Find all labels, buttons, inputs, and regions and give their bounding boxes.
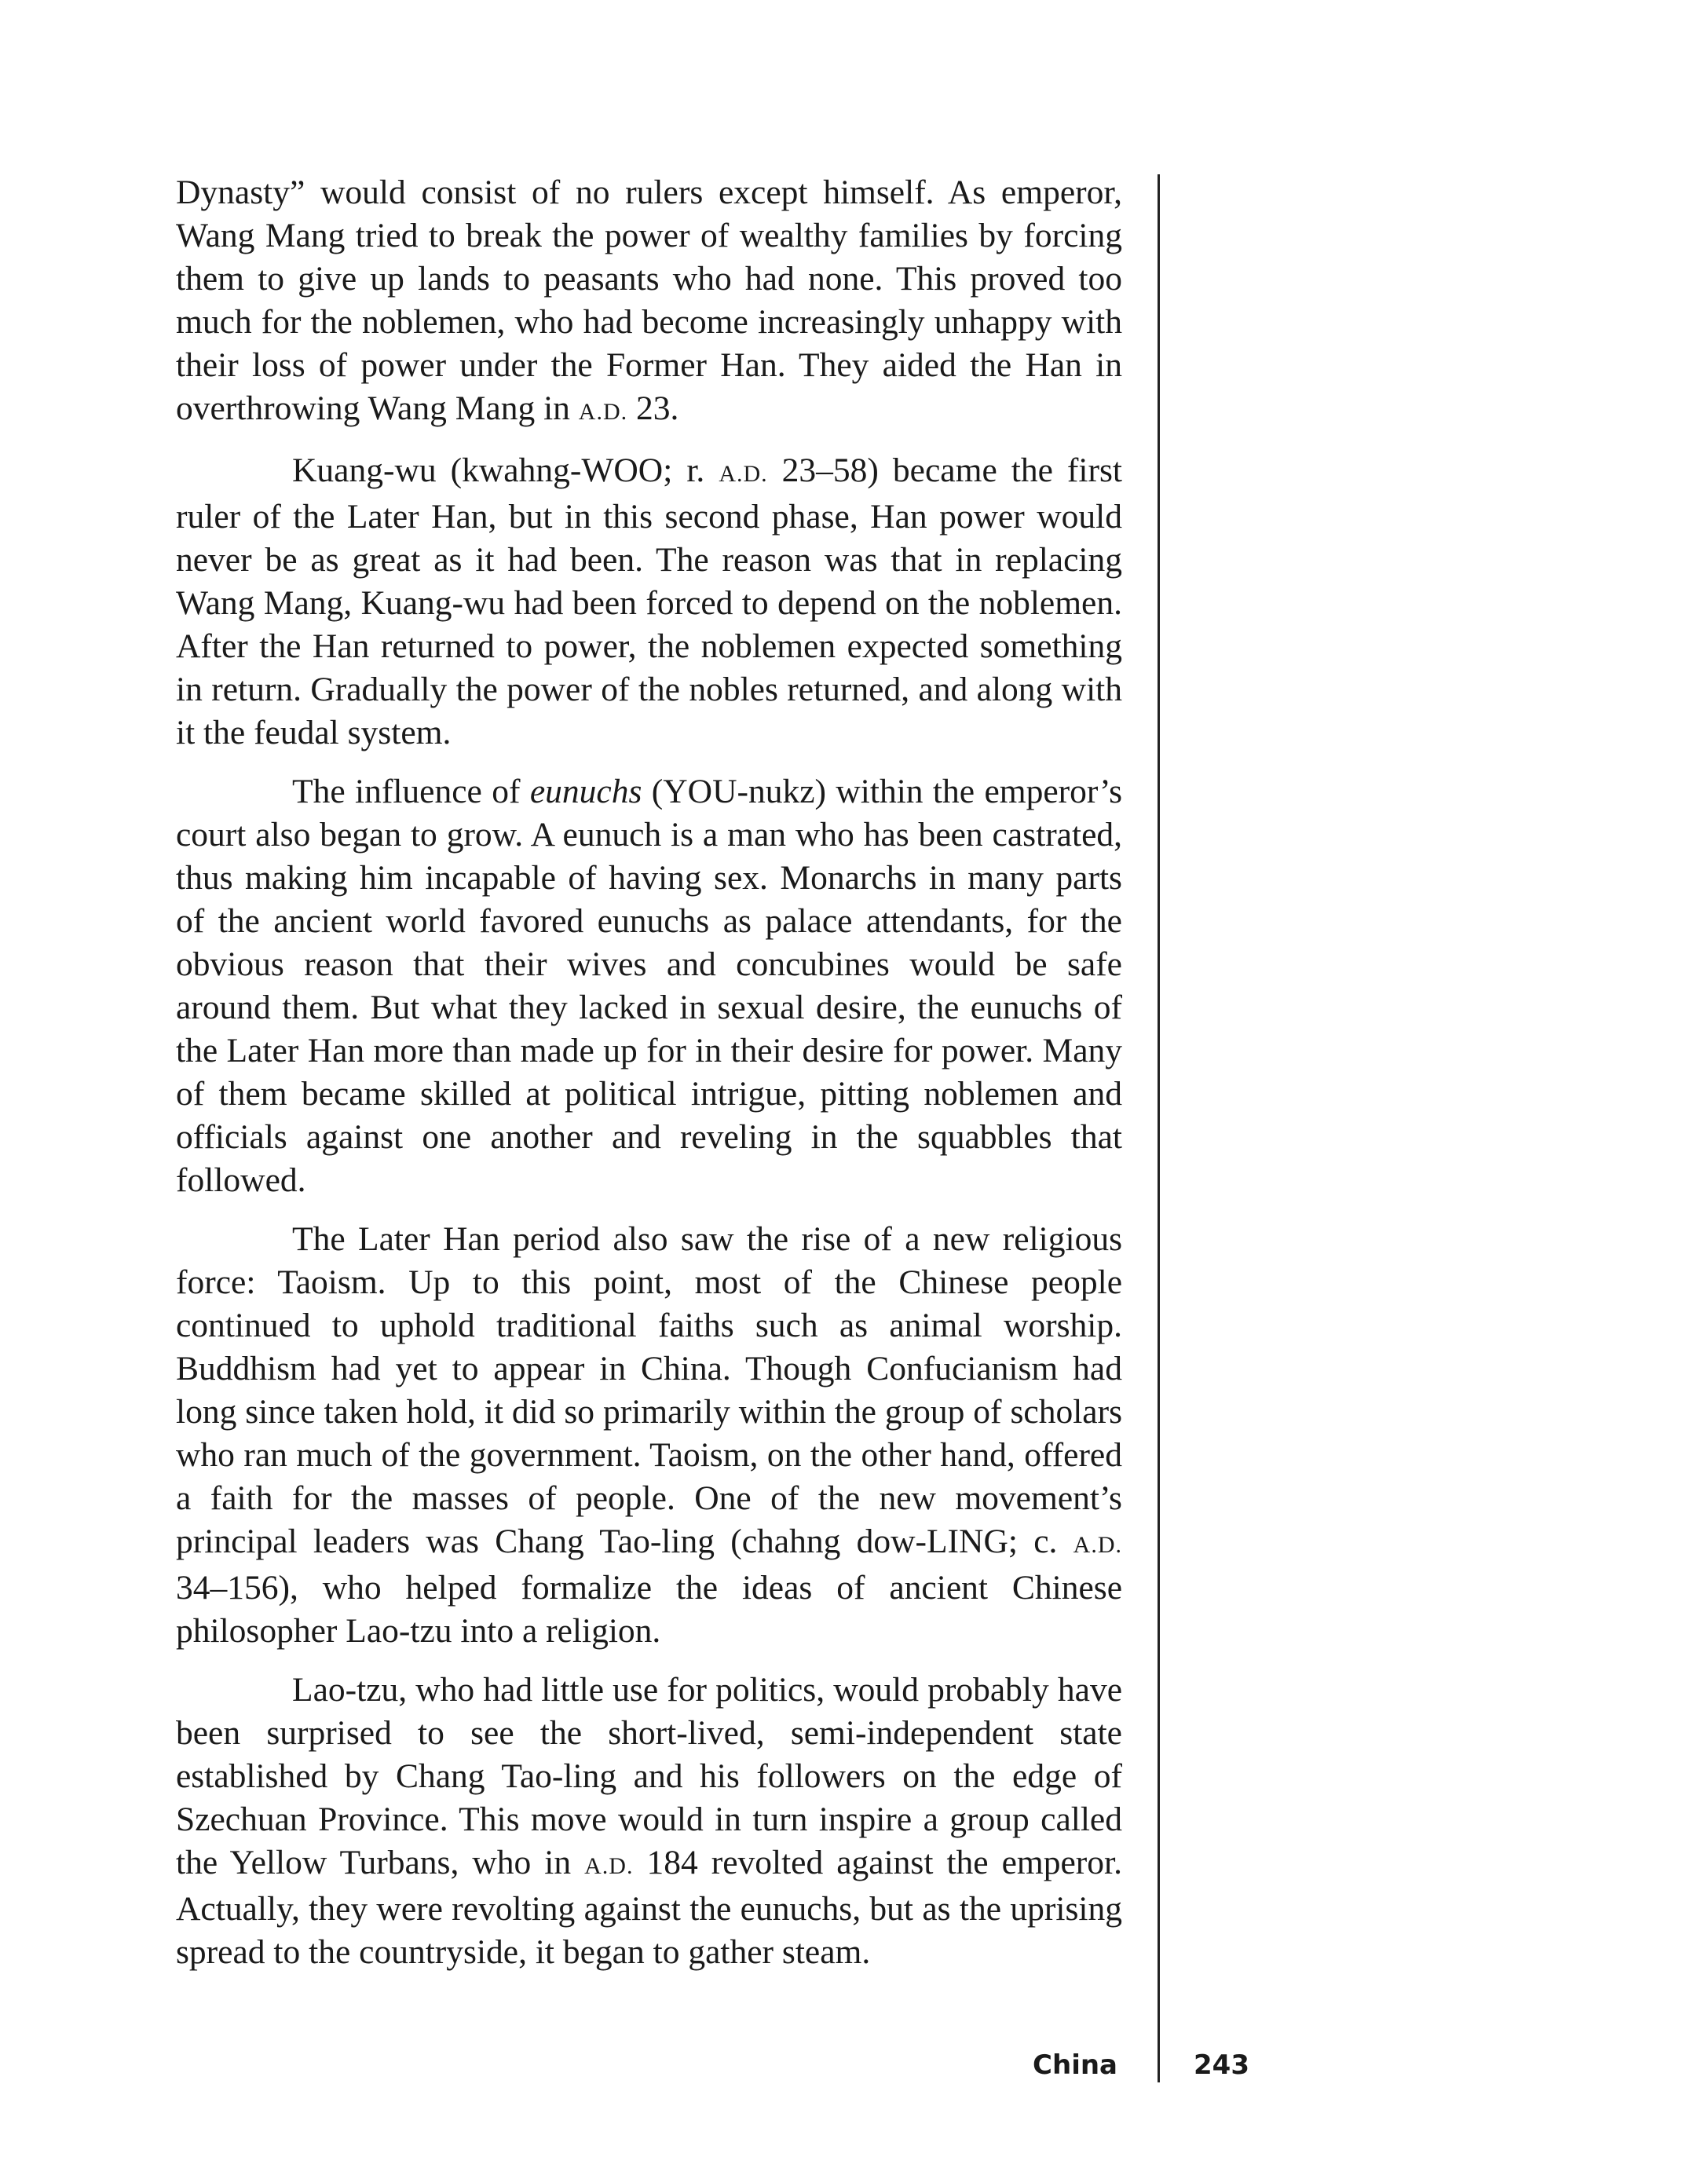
- page-number: 243: [1194, 2049, 1249, 2081]
- text-run: The influence of: [292, 773, 530, 810]
- body-text-column: [176, 171, 1122, 1990]
- body-paragraph: [176, 171, 1122, 433]
- era-abbreviation: A.D.: [578, 399, 628, 425]
- margin-rule: [1158, 174, 1160, 2082]
- text-run: 184 revolted against the emperor. Actually, they were revolting against the eunuchs, but as the uprising spread to the countryside, it began to gather steam.: [176, 1844, 1122, 1971]
- era-abbreviation: A.D.: [1073, 1532, 1122, 1558]
- body-paragraph: [176, 1218, 1122, 1653]
- text-run: 23–58) became the first ruler of the Later Han, but in this second phase, Han power would never be as great as it had been. The reason was that in replacing Wang Mang, Kuang-wu had been forced to depend on the noblemen. After the Han returned to power, the noblemen expected something in return. Gradually the power of the nobles returned, and along with it the feudal system.: [176, 452, 1123, 751]
- text-run: Dynasty” would consist of no rulers except himself. As emperor, Wang Mang tried to break the power of wealthy families by forcing them to give up lands to peasants who had none. This proved too much for the noblemen, who had become increasingly unhappy with their loss of power under the Former Han. They aided the Han in overthrowing Wang Mang in: [176, 174, 1122, 427]
- text-run: The Later Han period also saw the rise of a new religious force: Taoism. Up to this point, most of the Chinese people continued to uphold traditional faiths such as animal worship. Buddhism had yet to appear in China. Though Confucianism had long since taken hold, it did so primarily within the group of scholars who ran much of the government. Taoism, on the other hand, offered a faith for the masses of people. One of the new movement’s principal leaders was Chang Tao-ling (chahng dow-LING; c.: [176, 1220, 1122, 1560]
- body-paragraph: [176, 1669, 1122, 1974]
- emphasized-term: eunuchs: [529, 773, 642, 810]
- text-run: (YOU-nukz) within the emperor’s court also began to grow. A eunuch is a man who has been castrated, thus making him incapable of having sex. Monarchs in many parts of the ancient world favored eunuchs as palace attendants, for the obvious reason that their wives and concubines would be safe around them. But what they lacked in sexual desire, the eunuchs of the Later Han more than made up for in their desire for power. Many of them became skilled at political intrigue, pitting noblemen and officials against one another and reveling in the squabbles that followed.: [176, 773, 1122, 1199]
- body-paragraph: [176, 770, 1122, 1202]
- text-run: 23.: [627, 389, 679, 427]
- era-abbreviation: A.D.: [719, 461, 768, 487]
- text-run: Lao-tzu, who had little use for politics, would probably have been surprised to see the short-lived, semi-independent state established by Chang Tao-ling and his followers on the edge of Szechuan Province. This move would in turn inspire a group called the Yellow Turbans, who in: [176, 1671, 1122, 1881]
- body-paragraph: [176, 449, 1122, 755]
- text-run: Kuang-wu (kwahng-WOO; r.: [292, 452, 719, 489]
- text-run: 34–156), who helped formalize the ideas of ancient Chinese philosopher Lao-tzu into a religion.: [176, 1569, 1122, 1650]
- running-footer-section: China: [1033, 2049, 1117, 2081]
- era-abbreviation: A.D.: [584, 1853, 634, 1879]
